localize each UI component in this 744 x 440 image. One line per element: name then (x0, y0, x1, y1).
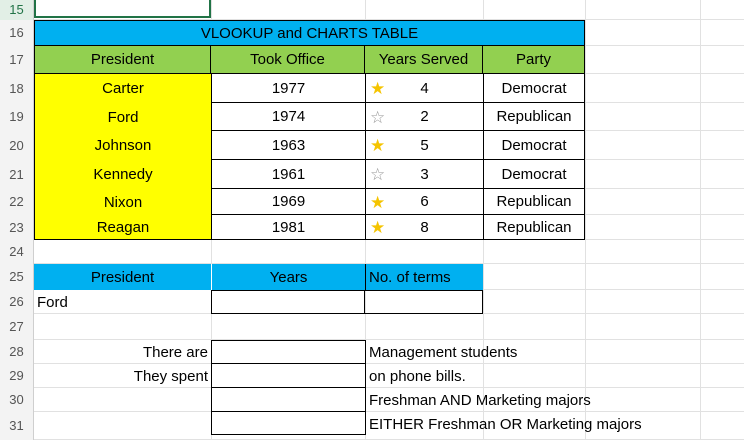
party-cell[interactable]: Republican (483, 215, 585, 240)
party-cell[interactable]: Democrat (483, 74, 585, 103)
row-number[interactable]: 28 (0, 340, 34, 364)
president-name[interactable]: Nixon (34, 189, 211, 215)
freshman-or-value[interactable] (211, 411, 366, 435)
header-years-served: Years Served (365, 46, 483, 74)
president-name[interactable]: Ford (34, 103, 211, 131)
star-icon: ☆ (370, 107, 386, 127)
gridline (700, 0, 701, 440)
party-cell[interactable]: Republican (483, 189, 585, 215)
president-name[interactable]: Carter (34, 74, 211, 103)
lookup-president-value[interactable]: Ford (37, 293, 68, 311)
star-icon: ★ (370, 136, 386, 155)
table-title: VLOOKUP and CHARTS TABLE (34, 20, 585, 46)
years-served-cell[interactable]: 4 (365, 74, 483, 103)
years-served-cell[interactable]: 3 (365, 160, 483, 189)
row-number[interactable]: 22 (0, 189, 34, 215)
took-office-cell[interactable]: 1977 (211, 74, 365, 103)
row-number[interactable]: 24 (0, 240, 34, 264)
header-president: President (34, 46, 211, 74)
years-served-cell[interactable]: 2 (365, 103, 483, 131)
party-cell[interactable]: Republican (483, 103, 585, 131)
star-icon: ★ (370, 79, 386, 98)
row-number[interactable]: 17 (0, 46, 34, 74)
row-number[interactable]: 21 (0, 160, 34, 189)
took-office-cell[interactable]: 1969 (211, 189, 365, 215)
selected-cell[interactable] (34, 0, 211, 18)
star-icon: ★ (370, 192, 386, 212)
freshman-or-label: EITHER Freshman OR Marketing majors (369, 415, 642, 433)
management-label: Management students (369, 343, 518, 361)
row-number[interactable]: 18 (0, 74, 34, 103)
took-office-cell[interactable]: 1974 (211, 103, 365, 131)
lookup-header-president: President (34, 264, 211, 290)
there-are-label: There are (142, 343, 208, 361)
row-number[interactable]: 31 (0, 412, 34, 440)
row-number[interactable]: 15 (0, 0, 34, 20)
row-number[interactable]: 29 (0, 364, 34, 388)
years-served-cell[interactable]: 5 (365, 131, 483, 160)
lookup-years-value[interactable] (211, 290, 365, 314)
freshman-and-value[interactable] (211, 387, 366, 412)
row-number[interactable]: 19 (0, 103, 34, 131)
took-office-cell[interactable]: 1961 (211, 160, 365, 189)
president-name[interactable]: Reagan (34, 215, 211, 240)
row-number[interactable]: 27 (0, 314, 34, 340)
lookup-header-terms: No. of terms (365, 264, 483, 290)
lookup-header-years: Years (211, 264, 365, 290)
took-office-cell[interactable]: 1981 (211, 215, 365, 240)
phone-bills-label: on phone bills. (369, 367, 466, 385)
they-spent-value[interactable] (211, 363, 366, 388)
lookup-terms-value[interactable] (365, 290, 483, 314)
party-cell[interactable]: Democrat (483, 160, 585, 189)
freshman-and-label: Freshman AND Marketing majors (369, 391, 591, 409)
years-served-cell[interactable]: 6 (365, 189, 483, 215)
star-icon: ☆ (370, 165, 386, 184)
president-name[interactable]: Johnson (34, 131, 211, 160)
header-took-office: Took Office (211, 46, 365, 74)
party-cell[interactable]: Democrat (483, 131, 585, 160)
there-are-value[interactable] (211, 340, 366, 364)
star-icon: ★ (370, 218, 386, 237)
row-number[interactable]: 26 (0, 290, 34, 314)
row-number[interactable]: 16 (0, 20, 34, 46)
row-number[interactable]: 25 (0, 264, 34, 290)
header-party: Party (483, 46, 585, 74)
took-office-cell[interactable]: 1963 (211, 131, 365, 160)
row-number[interactable]: 30 (0, 388, 34, 412)
they-spent-label: They spent (133, 367, 208, 385)
row-number[interactable]: 20 (0, 131, 34, 160)
row-number[interactable]: 23 (0, 215, 34, 240)
president-name[interactable]: Kennedy (34, 160, 211, 189)
years-served-cell[interactable]: 8 (365, 215, 483, 240)
